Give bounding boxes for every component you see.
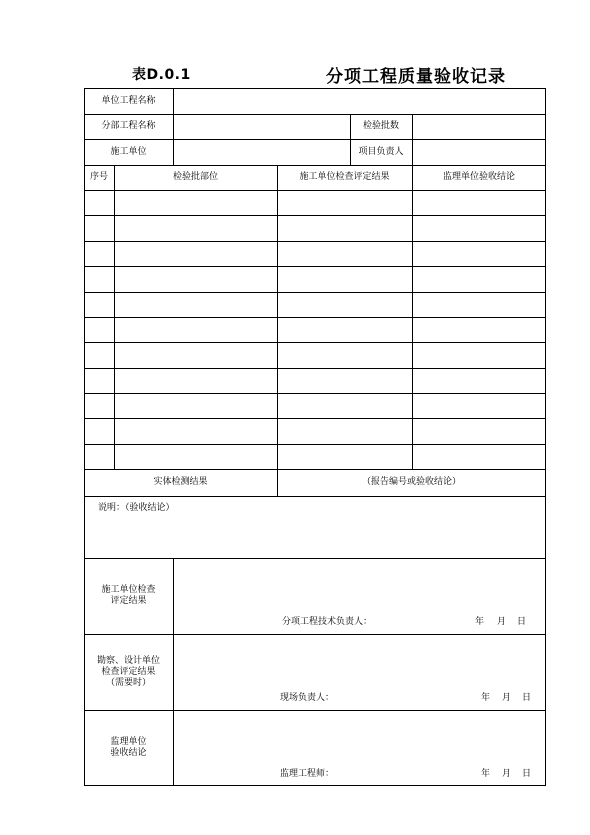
table-cell-check[interactable] — [277, 215, 412, 241]
table-cell-check[interactable] — [277, 190, 412, 215]
table-cell-check[interactable] — [277, 393, 412, 418]
section-design-signer[interactable]: 现场负责人： — [280, 693, 335, 703]
project-manager-field[interactable] — [416, 139, 544, 165]
section-contractor-label-line: 评定结果 — [110, 596, 147, 606]
table-cell-supervise[interactable] — [412, 317, 546, 342]
section-design-label-line: 检查评定结果 — [101, 666, 156, 677]
section-supervisor-signer[interactable]: 监理工程师： — [280, 769, 335, 779]
remark-label: 说明：（验收结论） — [98, 503, 175, 513]
table-cell-no[interactable] — [84, 190, 114, 215]
table-cell-supervise[interactable] — [412, 393, 546, 418]
section-design-day: 日 — [522, 693, 532, 703]
vrule-section-label — [173, 558, 174, 786]
table-cell-supervise[interactable] — [412, 368, 546, 393]
col-header-no: 序号 — [89, 172, 108, 182]
table-cell-no[interactable] — [84, 241, 114, 266]
section-supervisor-label-line: 监理单位 — [110, 737, 147, 747]
table-cell-part[interactable] — [114, 317, 277, 342]
section-design-year: 年 — [481, 693, 491, 703]
rule-entity — [84, 496, 546, 497]
contractor-field[interactable] — [178, 139, 348, 165]
section-contractor-label-line: 施工单位检查 — [101, 585, 156, 595]
table-cell-check[interactable] — [277, 241, 412, 266]
vrule-info-mid-b — [412, 114, 413, 165]
section-contractor-signer[interactable]: 分项工程技术负责人： — [282, 617, 373, 627]
table-cell-supervise[interactable] — [412, 444, 546, 469]
col-header-part: 检验批部位 — [172, 172, 218, 182]
table-cell-part[interactable] — [114, 393, 277, 418]
section-supervisor-day: 日 — [522, 769, 532, 779]
entity-test-value[interactable]: （报告编号或验收结论） — [361, 477, 461, 487]
entity-test-label: 实体检测结果 — [153, 477, 208, 487]
sub-project-label: 分部工程名称 — [101, 121, 156, 131]
project-manager-label: 项目负责人 — [358, 146, 404, 157]
contractor-label: 施工单位 — [110, 146, 147, 157]
table-cell-part[interactable] — [114, 418, 277, 444]
table-cell-supervise[interactable] — [412, 241, 546, 266]
table-cell-supervise[interactable] — [412, 418, 546, 444]
batch-count-label: 检验批数 — [362, 121, 399, 131]
col-header-check: 施工单位检查评定结果 — [299, 172, 390, 182]
table-cell-part[interactable] — [114, 444, 277, 469]
table-cell-part[interactable] — [114, 190, 277, 215]
section-design-label-line: （需要时） — [105, 677, 151, 688]
section-supervisor-year: 年 — [481, 769, 491, 779]
unit-project-field[interactable] — [178, 88, 544, 114]
table-cell-part[interactable] — [114, 368, 277, 393]
table-cell-no[interactable] — [84, 266, 114, 292]
section-contractor-label — [84, 558, 173, 634]
table-cell-no[interactable] — [84, 444, 114, 469]
table-cell-check[interactable] — [277, 418, 412, 444]
table-cell-no[interactable] — [84, 368, 114, 393]
table-cell-supervise[interactable] — [412, 292, 546, 317]
batch-count-field[interactable] — [416, 114, 544, 139]
table-cell-part[interactable] — [114, 342, 277, 368]
col-header-supervise: 监理单位验收结论 — [442, 172, 515, 182]
table-cell-no[interactable] — [84, 418, 114, 444]
table-cell-no[interactable] — [84, 342, 114, 368]
unit-project-label: 单位工程名称 — [101, 95, 156, 106]
table-cell-check[interactable] — [277, 317, 412, 342]
sub-project-field[interactable] — [178, 114, 348, 139]
table-cell-part[interactable] — [114, 292, 277, 317]
section-contractor-year: 年 — [475, 617, 485, 627]
table-cell-part[interactable] — [114, 266, 277, 292]
table-number: 表D.0.1 — [132, 67, 191, 83]
table-cell-part[interactable] — [114, 215, 277, 241]
section-contractor-month: 月 — [497, 617, 507, 627]
table-cell-check[interactable] — [277, 368, 412, 393]
table-cell-check[interactable] — [277, 444, 412, 469]
table-cell-no[interactable] — [84, 292, 114, 317]
table-cell-check[interactable] — [277, 342, 412, 368]
table-cell-supervise[interactable] — [412, 190, 546, 215]
section-supervisor-month: 月 — [502, 769, 512, 779]
section-design-month: 月 — [502, 693, 512, 703]
section-supervisor-label — [84, 710, 173, 786]
table-cell-no[interactable] — [84, 317, 114, 342]
table-cell-supervise[interactable] — [412, 342, 546, 368]
table-cell-check[interactable] — [277, 266, 412, 292]
table-cell-no[interactable] — [84, 215, 114, 241]
table-cell-supervise[interactable] — [412, 215, 546, 241]
table-cell-no[interactable] — [84, 393, 114, 418]
section-design-label — [84, 634, 173, 710]
table-cell-check[interactable] — [277, 292, 412, 317]
section-supervisor-label-line: 验收结论 — [110, 748, 147, 758]
section-design-label-line: 勘察、设计单位 — [96, 655, 160, 666]
form-title: 分项工程质量验收记录 — [326, 67, 506, 87]
vrule-info-label — [173, 88, 174, 165]
table-cell-supervise[interactable] — [412, 266, 546, 292]
section-contractor-day: 日 — [517, 617, 527, 627]
table-cell-part[interactable] — [114, 241, 277, 266]
